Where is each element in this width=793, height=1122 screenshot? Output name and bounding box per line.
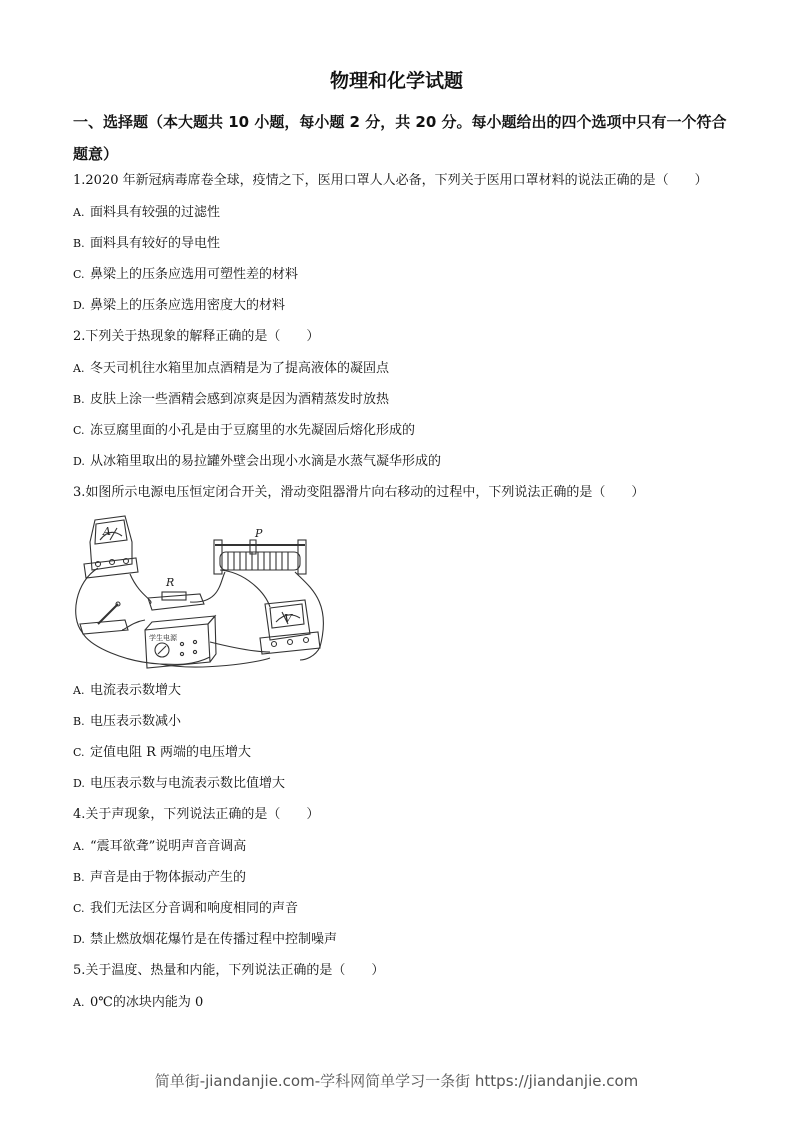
option-label: B. bbox=[73, 871, 85, 884]
option-label: A. bbox=[73, 684, 85, 697]
question-3-option-b[interactable] bbox=[73, 713, 181, 731]
option-text: 鼻梁上的压条应选用密度大的材料 bbox=[90, 298, 286, 313]
option-text: 鼻梁上的压条应选用可塑性差的材料 bbox=[90, 267, 299, 282]
option-label: B. bbox=[73, 715, 85, 728]
option-label: C. bbox=[73, 424, 85, 437]
circuit-diagram bbox=[70, 512, 332, 674]
question-2-stem: 2.下列关于热现象的解释正确的是（ ） bbox=[73, 329, 320, 344]
wire bbox=[220, 570, 270, 607]
option-label: D. bbox=[73, 299, 85, 312]
question-1-stem: 1.2020 年新冠病毒席卷全球，疫情之下，医用口罩人人必备，下列关于医用口罩材料的说法正确的是（ ） bbox=[73, 173, 708, 188]
option-text: 面料具有较强的过滤性 bbox=[90, 205, 221, 220]
wire bbox=[190, 572, 225, 602]
option-label: B. bbox=[73, 393, 85, 406]
question-2-option-a[interactable] bbox=[73, 360, 389, 378]
question-1-option-c[interactable] bbox=[73, 266, 298, 284]
option-label: A. bbox=[73, 362, 85, 375]
option-label: B. bbox=[73, 237, 85, 250]
page-title: 物理和化学试题 bbox=[329, 70, 463, 92]
option-text: 0℃的冰块内能为 0 bbox=[90, 995, 204, 1010]
option-text: 我们无法区分音调和响度相同的声音 bbox=[90, 901, 299, 916]
option-text: 禁止燃放烟花爆竹是在传播过程中控制噪声 bbox=[90, 932, 338, 947]
option-label: D. bbox=[73, 777, 85, 790]
question-3-option-c[interactable] bbox=[73, 744, 251, 762]
option-text: 面料具有较好的导电性 bbox=[90, 236, 221, 251]
question-5-stem: 5.关于温度、热量和内能，下列说法正确的是（ ） bbox=[73, 963, 385, 978]
question-2-option-d[interactable] bbox=[73, 453, 441, 471]
figure-label-a: A bbox=[103, 525, 111, 538]
option-text: 电压表示数与电流表示数比值增大 bbox=[90, 776, 286, 791]
option-label: A. bbox=[73, 840, 85, 853]
option-text: 冬天司机往水箱里加点酒精是为了提高液体的凝固点 bbox=[90, 361, 390, 376]
question-2-option-c[interactable] bbox=[73, 422, 415, 440]
option-label: A. bbox=[73, 996, 85, 1009]
question-4-option-c[interactable] bbox=[73, 900, 298, 918]
option-label: C. bbox=[73, 268, 85, 281]
question-1-option-d[interactable] bbox=[73, 297, 285, 315]
question-4-option-d[interactable] bbox=[73, 931, 337, 949]
option-label: C. bbox=[73, 746, 85, 759]
switch-base bbox=[80, 620, 128, 634]
wire bbox=[295, 572, 323, 660]
option-label: A. bbox=[73, 206, 85, 219]
question-3-stem: 3.如图所示电源电压恒定闭合开关，滑动变阻器滑片向右移动的过程中，下列说法正确的是（ ） bbox=[73, 485, 645, 500]
question-4-option-a[interactable] bbox=[73, 838, 246, 856]
option-text: 定值电阻 R 两端的电压增大 bbox=[90, 745, 252, 760]
question-5-option-a[interactable] bbox=[73, 994, 203, 1012]
option-text: 皮肤上涂一些酒精会感到凉爽是因为酒精蒸发时放热 bbox=[90, 392, 390, 407]
site-footer: 简单街-jiandanjie.com-学科网简单学习一条街 https://jiandanjie.com bbox=[154, 1072, 639, 1090]
option-text: 声音是由于物体振动产生的 bbox=[90, 870, 247, 885]
question-2-option-b[interactable] bbox=[73, 391, 389, 409]
question-1-option-b[interactable] bbox=[73, 235, 220, 253]
figure-label-p: P bbox=[255, 527, 263, 540]
option-text: 冻豆腐里面的小孔是由于豆腐里的水先凝固后熔化形成的 bbox=[90, 423, 416, 438]
wire bbox=[130, 574, 151, 604]
figure-label-v: V bbox=[284, 612, 292, 625]
option-text: 电压表示数减小 bbox=[90, 714, 182, 729]
section-heading: 一、选择题（本大题共 10 小题，每小题 2 分，共 20 分。每小题给出的四个选项中只有一个符合题意） bbox=[73, 113, 727, 163]
option-label: D. bbox=[73, 455, 85, 468]
wire bbox=[76, 568, 160, 664]
question-4-stem: 4.关于声现象，下列说法正确的是（ ） bbox=[73, 807, 320, 822]
option-label: C. bbox=[73, 902, 85, 915]
figure-label-power-supply: 学生电源 bbox=[149, 634, 177, 642]
question-3-option-d[interactable] bbox=[73, 775, 285, 793]
figure-label-r: R bbox=[166, 576, 175, 589]
question-3-option-a[interactable] bbox=[73, 682, 181, 700]
option-text: 电流表示数增大 bbox=[90, 683, 182, 698]
option-label: D. bbox=[73, 933, 85, 946]
option-text: 从冰箱里取出的易拉罐外壁会出现小水滴是水蒸气凝华形成的 bbox=[90, 454, 442, 469]
wire bbox=[160, 657, 210, 664]
question-1-option-a[interactable] bbox=[73, 204, 220, 222]
option-text: “震耳欲聋”说明声音音调高 bbox=[90, 839, 247, 854]
question-4-option-b[interactable] bbox=[73, 869, 246, 887]
